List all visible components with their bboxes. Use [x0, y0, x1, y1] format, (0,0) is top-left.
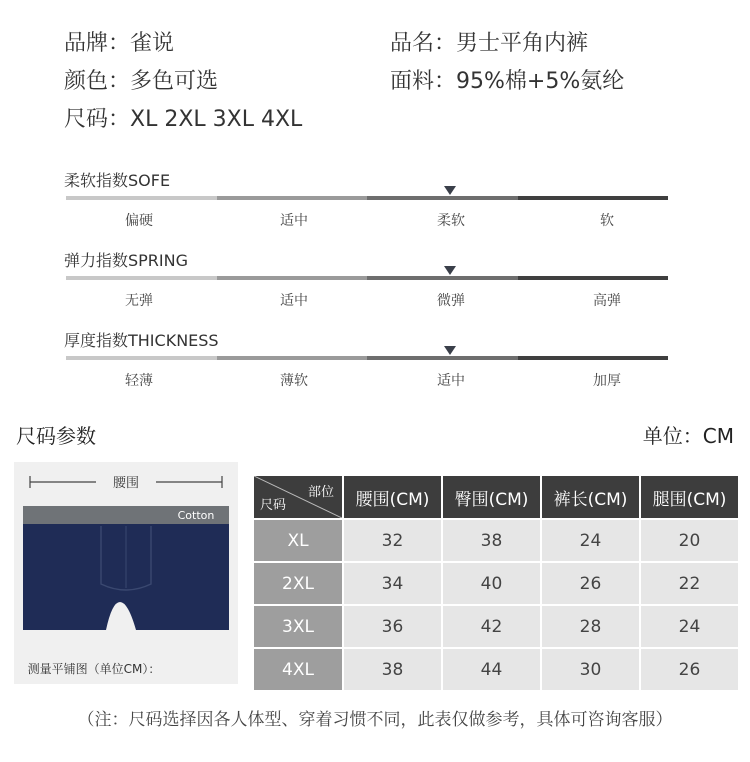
measurement-diagram: [14, 462, 238, 684]
value-cell: 38: [344, 649, 441, 690]
scale-segment: [217, 276, 368, 280]
size-info: 尺码：XL 2XL 3XL 4XL: [64, 107, 303, 132]
scale-segment: [367, 356, 518, 360]
size-cell: 3XL: [254, 606, 342, 647]
boxer-briefs-illustration: [14, 462, 238, 684]
corner-size-label: 尺码: [260, 498, 287, 513]
size-params-title: 尺码参数: [16, 424, 96, 448]
thickness-level: 薄软: [280, 373, 308, 389]
product-name-info: 品名：男士平角内裤: [390, 31, 589, 56]
softness-level: 柔软: [437, 213, 465, 229]
size-table: [252, 474, 740, 692]
scale-segment: [367, 196, 518, 200]
elasticity-level: 无弹: [125, 293, 153, 309]
value-cell: 26: [641, 649, 738, 690]
softness-index-title: 柔软指数SOFE: [64, 171, 171, 190]
color-info: 颜色：多色可选: [64, 69, 219, 94]
value-cell: 32: [344, 520, 441, 561]
value-cell: 44: [443, 649, 540, 690]
softness-scale-bar: [66, 196, 668, 200]
column-header: 腿围(CM): [641, 476, 738, 518]
value-cell: 26: [542, 563, 639, 604]
value-cell: 42: [443, 606, 540, 647]
scale-segment: [217, 196, 368, 200]
table-corner-cell: [254, 476, 342, 518]
size-cell: 2XL: [254, 563, 342, 604]
scale-segment: [518, 276, 669, 280]
scale-segment: [66, 196, 217, 200]
elasticity-index-title: 弹力指数SPRING: [64, 251, 189, 270]
value-cell: 36: [344, 606, 441, 647]
table-row: [254, 520, 738, 561]
value-cell: 24: [641, 606, 738, 647]
elasticity-scale-bar: [66, 276, 668, 280]
material-info: 面料：95%棉+5%氨纶: [390, 69, 625, 94]
value-cell: 34: [344, 563, 441, 604]
value-cell: 40: [443, 563, 540, 604]
size-cell: XL: [254, 520, 342, 561]
thickness-marker-icon: [444, 346, 456, 355]
value-cell: 24: [542, 520, 639, 561]
value-cell: 22: [641, 563, 738, 604]
table-row: [254, 649, 738, 690]
elasticity-marker-icon: [444, 266, 456, 275]
thickness-index-title: 厚度指数THICKNESS: [64, 331, 219, 350]
waist-label: 腰围: [112, 476, 140, 491]
softness-marker-icon: [444, 186, 456, 195]
softness-level: 适中: [280, 213, 308, 229]
corner-part-label: 部位: [307, 485, 334, 500]
value-cell: 30: [542, 649, 639, 690]
thickness-scale-bar: [66, 356, 668, 360]
scale-segment: [518, 356, 669, 360]
scale-segment: [66, 356, 217, 360]
softness-level: 软: [600, 213, 614, 229]
softness-level: 偏硬: [125, 213, 153, 229]
thickness-level: 适中: [437, 373, 465, 389]
scale-segment: [217, 356, 368, 360]
brand-tag: Cotton: [177, 509, 215, 522]
table-row: [254, 606, 738, 647]
elasticity-level: 高弹: [593, 293, 621, 309]
scale-segment: [66, 276, 217, 280]
scale-segment: [367, 276, 518, 280]
unit-label: 单位：CM: [642, 424, 734, 448]
thickness-level: 轻薄: [125, 373, 153, 389]
table-row: [254, 563, 738, 604]
size-note: （注：尺码选择因各人体型、穿着习惯不同，此表仅做参考，具体可咨询客服）: [77, 710, 673, 730]
table-header-row: [254, 476, 738, 518]
column-header: 腰围(CM): [344, 476, 441, 518]
thickness-level: 加厚: [593, 373, 621, 389]
brand-info: 品牌：雀说: [64, 31, 175, 56]
elasticity-level: 适中: [280, 293, 308, 309]
elasticity-level: 微弹: [437, 293, 465, 309]
column-header: 臀围(CM): [443, 476, 540, 518]
diagram-caption: 测量平铺图（单位CM）：: [27, 662, 161, 676]
scale-segment: [518, 196, 669, 200]
column-header: 裤长(CM): [542, 476, 639, 518]
value-cell: 20: [641, 520, 738, 561]
value-cell: 38: [443, 520, 540, 561]
value-cell: 28: [542, 606, 639, 647]
size-cell: 4XL: [254, 649, 342, 690]
